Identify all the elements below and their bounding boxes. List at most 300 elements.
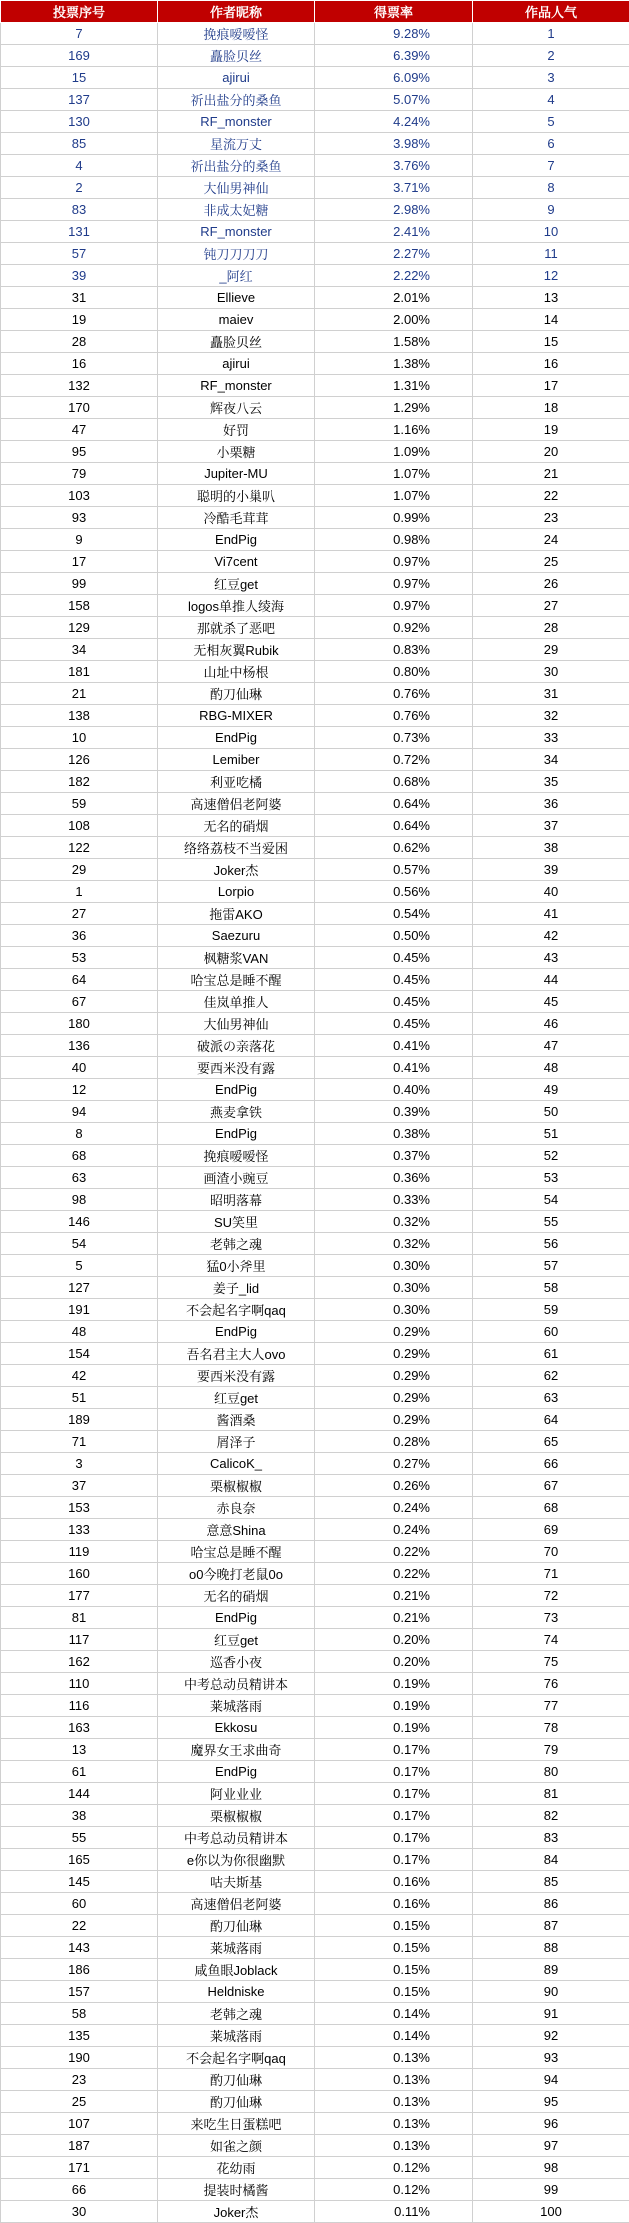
popularity-rank-cell: 2 [473,45,629,67]
table-row [1,2201,629,2223]
author-nickname-cell: 来吃生日蛋糕吧 [158,2113,315,2135]
table-row [1,331,629,353]
table-row [1,2091,629,2113]
popularity-rank-cell: 33 [473,727,629,749]
table-row [1,1607,629,1629]
header-vote-rate: 得票率 [315,1,473,23]
table-row [1,617,629,639]
popularity-rank-cell: 51 [473,1123,629,1145]
author-nickname-cell: 大仙男神仙 [158,177,315,199]
table-row [1,1189,629,1211]
author-nickname-cell: 无相灰翼Rubik [158,639,315,661]
author-nickname-cell: Saezuru [158,925,315,947]
popularity-rank-cell: 1 [473,23,629,45]
author-nickname-cell: 咕夫斯基 [158,1871,315,1893]
popularity-rank-cell: 43 [473,947,629,969]
table-row [1,529,629,551]
table-row [1,1101,629,1123]
vote-number-cell: 38 [1,1805,158,1827]
table-row [1,1431,629,1453]
author-nickname-cell: EndPig [158,1123,315,1145]
author-nickname-cell: Ellieve [158,287,315,309]
vote-rate-cell: 0.33% [315,1189,473,1211]
table-row [1,1695,629,1717]
author-nickname-cell: 哈宝总是睡不醒 [158,1541,315,1563]
table-row [1,1871,629,1893]
vote-rate-cell: 0.97% [315,573,473,595]
vote-rate-cell: 0.13% [315,2135,473,2157]
popularity-rank-cell: 18 [473,397,629,419]
author-nickname-cell: 无名的硝烟 [158,815,315,837]
popularity-rank-cell: 35 [473,771,629,793]
vote-rate-cell: 0.83% [315,639,473,661]
vote-number-cell: 21 [1,683,158,705]
table-row [1,1475,629,1497]
vote-rate-cell: 0.98% [315,529,473,551]
popularity-rank-cell: 63 [473,1387,629,1409]
vote-rate-cell: 0.19% [315,1695,473,1717]
popularity-rank-cell: 36 [473,793,629,815]
author-nickname-cell: 中考总动员精讲本 [158,1827,315,1849]
table-row [1,1761,629,1783]
vote-number-cell: 81 [1,1607,158,1629]
author-nickname-cell: 栗椒椒椒 [158,1475,315,1497]
popularity-rank-cell: 81 [473,1783,629,1805]
vote-number-cell: 59 [1,793,158,815]
author-nickname-cell: 昭明落幕 [158,1189,315,1211]
author-nickname-cell: 非成太妃糖 [158,199,315,221]
table-row [1,133,629,155]
table-body [1,23,629,2223]
author-nickname-cell: 小栗糖 [158,441,315,463]
vote-rate-cell: 0.30% [315,1255,473,1277]
vote-rate-cell: 0.14% [315,2025,473,2047]
popularity-rank-cell: 32 [473,705,629,727]
author-nickname-cell: Joker杰 [158,2201,315,2223]
vote-number-cell: 94 [1,1101,158,1123]
vote-rate-cell: 0.80% [315,661,473,683]
popularity-rank-cell: 85 [473,1871,629,1893]
vote-rate-cell: 0.97% [315,595,473,617]
vote-number-cell: 154 [1,1343,158,1365]
author-nickname-cell: 意意Shina [158,1519,315,1541]
table-row [1,1409,629,1431]
vote-number-cell: 31 [1,287,158,309]
popularity-rank-cell: 75 [473,1651,629,1673]
table-row [1,2135,629,2157]
table-row [1,991,629,1013]
table-row [1,419,629,441]
vote-rate-cell: 3.98% [315,133,473,155]
vote-rate-cell: 0.29% [315,1409,473,1431]
table-row [1,1255,629,1277]
table-row [1,2003,629,2025]
table-row [1,1629,629,1651]
author-nickname-cell: 画渣小豌豆 [158,1167,315,1189]
vote-rate-cell: 0.45% [315,947,473,969]
popularity-rank-cell: 95 [473,2091,629,2113]
vote-number-cell: 108 [1,815,158,837]
vote-number-cell: 144 [1,1783,158,1805]
author-nickname-cell: 屑泽子 [158,1431,315,1453]
vote-number-cell: 119 [1,1541,158,1563]
popularity-rank-cell: 64 [473,1409,629,1431]
vote-rate-cell: 0.24% [315,1497,473,1519]
table-row [1,1585,629,1607]
vote-number-cell: 15 [1,67,158,89]
popularity-rank-cell: 84 [473,1849,629,1871]
vote-number-cell: 13 [1,1739,158,1761]
table-row [1,2047,629,2069]
vote-rate-cell: 0.20% [315,1651,473,1673]
author-nickname-cell: 祈出盐分的桑鱼 [158,89,315,111]
vote-number-cell: 4 [1,155,158,177]
vote-number-cell: 17 [1,551,158,573]
vote-rate-cell: 0.92% [315,617,473,639]
vote-rate-cell: 0.64% [315,793,473,815]
author-nickname-cell: 提装时橘酱 [158,2179,315,2201]
author-nickname-cell: Heldniske [158,1981,315,2003]
vote-rate-cell: 0.21% [315,1607,473,1629]
author-nickname-cell: 大仙男神仙 [158,1013,315,1035]
table-row [1,89,629,111]
table-row [1,1937,629,1959]
table-row [1,1211,629,1233]
vote-rate-cell: 0.57% [315,859,473,881]
vote-number-cell: 2 [1,177,158,199]
vote-rate-cell: 0.17% [315,1761,473,1783]
author-nickname-cell: 酌刀仙琳 [158,2091,315,2113]
popularity-rank-cell: 100 [473,2201,629,2223]
vote-number-cell: 127 [1,1277,158,1299]
author-nickname-cell: 酌刀仙琳 [158,2069,315,2091]
author-nickname-cell: 星流万丈 [158,133,315,155]
table-row [1,1387,629,1409]
header-author-nickname: 作者昵称 [158,1,315,23]
author-nickname-cell: ajirui [158,67,315,89]
vote-rate-cell: 0.99% [315,507,473,529]
author-nickname-cell: 莱城落雨 [158,2025,315,2047]
vote-rate-cell: 2.01% [315,287,473,309]
author-nickname-cell: 中考总动员精讲本 [158,1673,315,1695]
vote-number-cell: 99 [1,573,158,595]
table-row [1,1233,629,1255]
vote-number-cell: 145 [1,1871,158,1893]
popularity-rank-cell: 5 [473,111,629,133]
author-nickname-cell: 哈宝总是睡不醒 [158,969,315,991]
vote-rate-cell: 0.32% [315,1233,473,1255]
table-row [1,1519,629,1541]
vote-number-cell: 22 [1,1915,158,1937]
vote-number-cell: 93 [1,507,158,529]
table-row [1,1959,629,1981]
author-nickname-cell: 高速僧侣老阿婆 [158,1893,315,1915]
popularity-rank-cell: 76 [473,1673,629,1695]
table-row [1,661,629,683]
table-row [1,1563,629,1585]
author-nickname-cell: 巡香小夜 [158,1651,315,1673]
vote-number-cell: 55 [1,1827,158,1849]
popularity-rank-cell: 21 [473,463,629,485]
table-row [1,243,629,265]
vote-rate-cell: 1.07% [315,485,473,507]
table-row [1,23,629,45]
vote-rate-cell: 0.22% [315,1563,473,1585]
author-nickname-cell: 红豆get [158,1387,315,1409]
vote-number-cell: 79 [1,463,158,485]
table-row [1,2179,629,2201]
vote-number-cell: 63 [1,1167,158,1189]
author-nickname-cell: 咸鱼眼Joblack [158,1959,315,1981]
vote-rate-cell: 2.41% [315,221,473,243]
vote-number-cell: 36 [1,925,158,947]
table-row [1,1497,629,1519]
vote-number-cell: 107 [1,2113,158,2135]
popularity-rank-cell: 98 [473,2157,629,2179]
author-nickname-cell: Vi7cent [158,551,315,573]
table-row [1,815,629,837]
table-row [1,353,629,375]
author-nickname-cell: 山址中杨根 [158,661,315,683]
vote-number-cell: 19 [1,309,158,331]
table-row [1,1849,629,1871]
vote-rate-cell: 1.38% [315,353,473,375]
vote-rate-cell: 0.97% [315,551,473,573]
vote-number-cell: 48 [1,1321,158,1343]
vote-number-cell: 117 [1,1629,158,1651]
vote-number-cell: 162 [1,1651,158,1673]
vote-number-cell: 165 [1,1849,158,1871]
vote-number-cell: 57 [1,243,158,265]
vote-number-cell: 53 [1,947,158,969]
table-row [1,1343,629,1365]
table-row [1,1145,629,1167]
popularity-rank-cell: 59 [473,1299,629,1321]
popularity-rank-cell: 92 [473,2025,629,2047]
author-nickname-cell: 拖雷AKO [158,903,315,925]
popularity-rank-cell: 13 [473,287,629,309]
author-nickname-cell: e你以为你很幽默 [158,1849,315,1871]
popularity-rank-cell: 17 [473,375,629,397]
vote-number-cell: 131 [1,221,158,243]
popularity-rank-cell: 88 [473,1937,629,1959]
table-row [1,265,629,287]
popularity-rank-cell: 15 [473,331,629,353]
popularity-rank-cell: 65 [473,1431,629,1453]
vote-number-cell: 110 [1,1673,158,1695]
table-row [1,2113,629,2135]
popularity-rank-cell: 77 [473,1695,629,1717]
vote-number-cell: 177 [1,1585,158,1607]
author-nickname-cell: RF_monster [158,111,315,133]
popularity-rank-cell: 48 [473,1057,629,1079]
table-row [1,221,629,243]
vote-rate-cell: 0.26% [315,1475,473,1497]
author-nickname-cell: 老韩之魂 [158,2003,315,2025]
vote-rate-cell: 0.62% [315,837,473,859]
popularity-rank-cell: 83 [473,1827,629,1849]
vote-rate-cell: 0.17% [315,1805,473,1827]
popularity-rank-cell: 46 [473,1013,629,1035]
table-row [1,2157,629,2179]
vote-rate-cell: 0.40% [315,1079,473,1101]
table-row [1,1805,629,1827]
vote-rate-cell: 0.29% [315,1343,473,1365]
popularity-rank-cell: 74 [473,1629,629,1651]
vote-number-cell: 30 [1,2201,158,2223]
popularity-rank-cell: 78 [473,1717,629,1739]
table-row [1,287,629,309]
header-popularity-rank: 作品人气 [473,1,629,23]
popularity-rank-cell: 80 [473,1761,629,1783]
table-row [1,1739,629,1761]
vote-number-cell: 61 [1,1761,158,1783]
vote-rate-cell: 9.28% [315,23,473,45]
vote-number-cell: 51 [1,1387,158,1409]
popularity-rank-cell: 6 [473,133,629,155]
vote-number-cell: 103 [1,485,158,507]
table-row [1,1673,629,1695]
popularity-rank-cell: 55 [473,1211,629,1233]
author-nickname-cell: RF_monster [158,375,315,397]
vote-number-cell: 132 [1,375,158,397]
table-row [1,1079,629,1101]
vote-rate-cell: 2.27% [315,243,473,265]
popularity-rank-cell: 49 [473,1079,629,1101]
popularity-rank-cell: 69 [473,1519,629,1541]
table-row [1,683,629,705]
vote-number-cell: 83 [1,199,158,221]
popularity-rank-cell: 91 [473,2003,629,2025]
vote-number-cell: 42 [1,1365,158,1387]
table-row [1,67,629,89]
vote-rate-cell: 1.16% [315,419,473,441]
popularity-rank-cell: 4 [473,89,629,111]
popularity-rank-cell: 10 [473,221,629,243]
table-row [1,551,629,573]
vote-rate-cell: 0.17% [315,1849,473,1871]
author-nickname-cell: CalicoK_ [158,1453,315,1475]
author-nickname-cell: 酌刀仙琳 [158,1915,315,1937]
popularity-rank-cell: 54 [473,1189,629,1211]
table-row [1,1057,629,1079]
author-nickname-cell: 不会起名字啊qaq [158,1299,315,1321]
vote-number-cell: 182 [1,771,158,793]
table-row [1,2025,629,2047]
author-nickname-cell: 酱酒桑 [158,1409,315,1431]
table-row [1,111,629,133]
table-row [1,441,629,463]
table-row [1,1167,629,1189]
table-row [1,1123,629,1145]
vote-rate-cell: 1.58% [315,331,473,353]
popularity-rank-cell: 86 [473,1893,629,1915]
table-row [1,155,629,177]
popularity-rank-cell: 79 [473,1739,629,1761]
vote-number-cell: 181 [1,661,158,683]
author-nickname-cell: 冷酷毛茸茸 [158,507,315,529]
table-row [1,859,629,881]
popularity-rank-cell: 73 [473,1607,629,1629]
vote-number-cell: 169 [1,45,158,67]
vote-number-cell: 191 [1,1299,158,1321]
author-nickname-cell: EndPig [158,1607,315,1629]
vote-rate-cell: 0.16% [315,1893,473,1915]
vote-number-cell: 54 [1,1233,158,1255]
vote-number-cell: 34 [1,639,158,661]
vote-rate-cell: 0.36% [315,1167,473,1189]
popularity-rank-cell: 68 [473,1497,629,1519]
popularity-rank-cell: 22 [473,485,629,507]
author-nickname-cell: 挽痕嗳嗳怪 [158,23,315,45]
author-nickname-cell: o0今晚打老鼠0o [158,1563,315,1585]
vote-number-cell: 68 [1,1145,158,1167]
author-nickname-cell: 阿业业业 [158,1783,315,1805]
vote-number-cell: 187 [1,2135,158,2157]
author-nickname-cell: 花幼雨 [158,2157,315,2179]
author-nickname-cell: 老韩之魂 [158,1233,315,1255]
vote-number-cell: 143 [1,1937,158,1959]
vote-rate-cell: 0.15% [315,1915,473,1937]
popularity-rank-cell: 60 [473,1321,629,1343]
vote-rate-cell: 0.19% [315,1717,473,1739]
author-nickname-cell: 佳岚单推人 [158,991,315,1013]
popularity-rank-cell: 37 [473,815,629,837]
table-row [1,45,629,67]
author-nickname-cell: 红豆get [158,1629,315,1651]
author-nickname-cell: 破派の亲落花 [158,1035,315,1057]
vote-number-cell: 47 [1,419,158,441]
popularity-rank-cell: 12 [473,265,629,287]
vote-number-cell: 153 [1,1497,158,1519]
vote-rate-cell: 3.76% [315,155,473,177]
vote-number-cell: 130 [1,111,158,133]
author-nickname-cell: 如雀之颜 [158,2135,315,2157]
vote-number-cell: 138 [1,705,158,727]
table-row [1,1321,629,1343]
vote-number-cell: 95 [1,441,158,463]
vote-rate-cell: 4.24% [315,111,473,133]
popularity-rank-cell: 99 [473,2179,629,2201]
vote-rate-cell: 0.22% [315,1541,473,1563]
vote-number-cell: 171 [1,2157,158,2179]
table-row [1,969,629,991]
author-nickname-cell: 络络荔枝不当爱困 [158,837,315,859]
popularity-rank-cell: 93 [473,2047,629,2069]
vote-number-cell: 126 [1,749,158,771]
vote-number-cell: 67 [1,991,158,1013]
vote-number-cell: 9 [1,529,158,551]
popularity-rank-cell: 40 [473,881,629,903]
author-nickname-cell: EndPig [158,1079,315,1101]
vote-rate-cell: 0.76% [315,705,473,727]
vote-rate-cell: 0.72% [315,749,473,771]
table-row [1,1915,629,1937]
vote-rate-cell: 0.13% [315,2069,473,2091]
table-row [1,639,629,661]
vote-number-cell: 137 [1,89,158,111]
popularity-rank-cell: 41 [473,903,629,925]
table-row [1,727,629,749]
author-nickname-cell: 赤良奈 [158,1497,315,1519]
popularity-rank-cell: 87 [473,1915,629,1937]
vote-number-cell: 71 [1,1431,158,1453]
author-nickname-cell: 祈出盐分的桑鱼 [158,155,315,177]
popularity-rank-cell: 38 [473,837,629,859]
author-nickname-cell: 要西米没有露 [158,1365,315,1387]
popularity-rank-cell: 28 [473,617,629,639]
vote-rate-cell: 0.73% [315,727,473,749]
